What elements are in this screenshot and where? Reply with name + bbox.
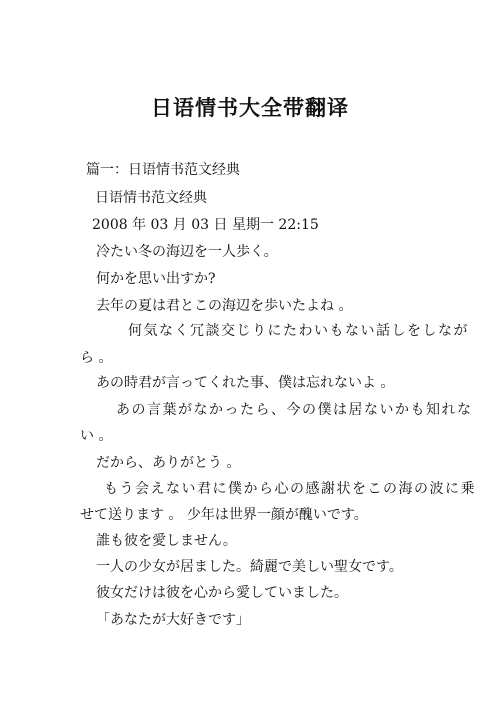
section-heading: 篇一：日语情书范文经典: [86, 162, 240, 178]
text-line: 冷たい冬の海辺を一人歩く。: [96, 244, 278, 260]
text-line: 「あなたが大好きです」: [96, 612, 250, 628]
date-line: 2008 年 03 月 03 日 星期一 22:15: [92, 217, 319, 233]
text-line: 彼女だけは彼を心から愛していました。: [96, 585, 348, 601]
text-line: せて送ります 。 少年は世界一顔が醜いです。: [80, 507, 368, 523]
text-line: い 。: [80, 428, 113, 444]
text-line: だから、ありがとう 。: [96, 455, 241, 471]
text-line: 何かを思い出すか?: [96, 271, 216, 287]
text-line: あの時君が言ってくれた事、僕は忘れないよ 。: [96, 375, 395, 391]
text-line: あの言葉がなかったら、今の僕は居ないかも知れな: [116, 402, 473, 418]
text-line: 何気なく冗談交じりにたわいもない話しをしなが: [128, 323, 469, 339]
text-line: 誰も彼を愛しません。: [96, 533, 237, 549]
document-title: 日语情书大全带翻译: [151, 96, 349, 120]
text-line: 去年の夏は君とこの海辺を歩いたよね 。: [96, 298, 353, 314]
text-line: もう会えない君に僕から心の感謝状をこの海の波に乗: [104, 481, 476, 497]
text-line: 一人の少女が居ました。綺麗で美しい聖女です。: [96, 559, 403, 575]
text-line: ら 。: [80, 350, 113, 366]
subheading: 日语情书范文经典: [95, 190, 207, 206]
